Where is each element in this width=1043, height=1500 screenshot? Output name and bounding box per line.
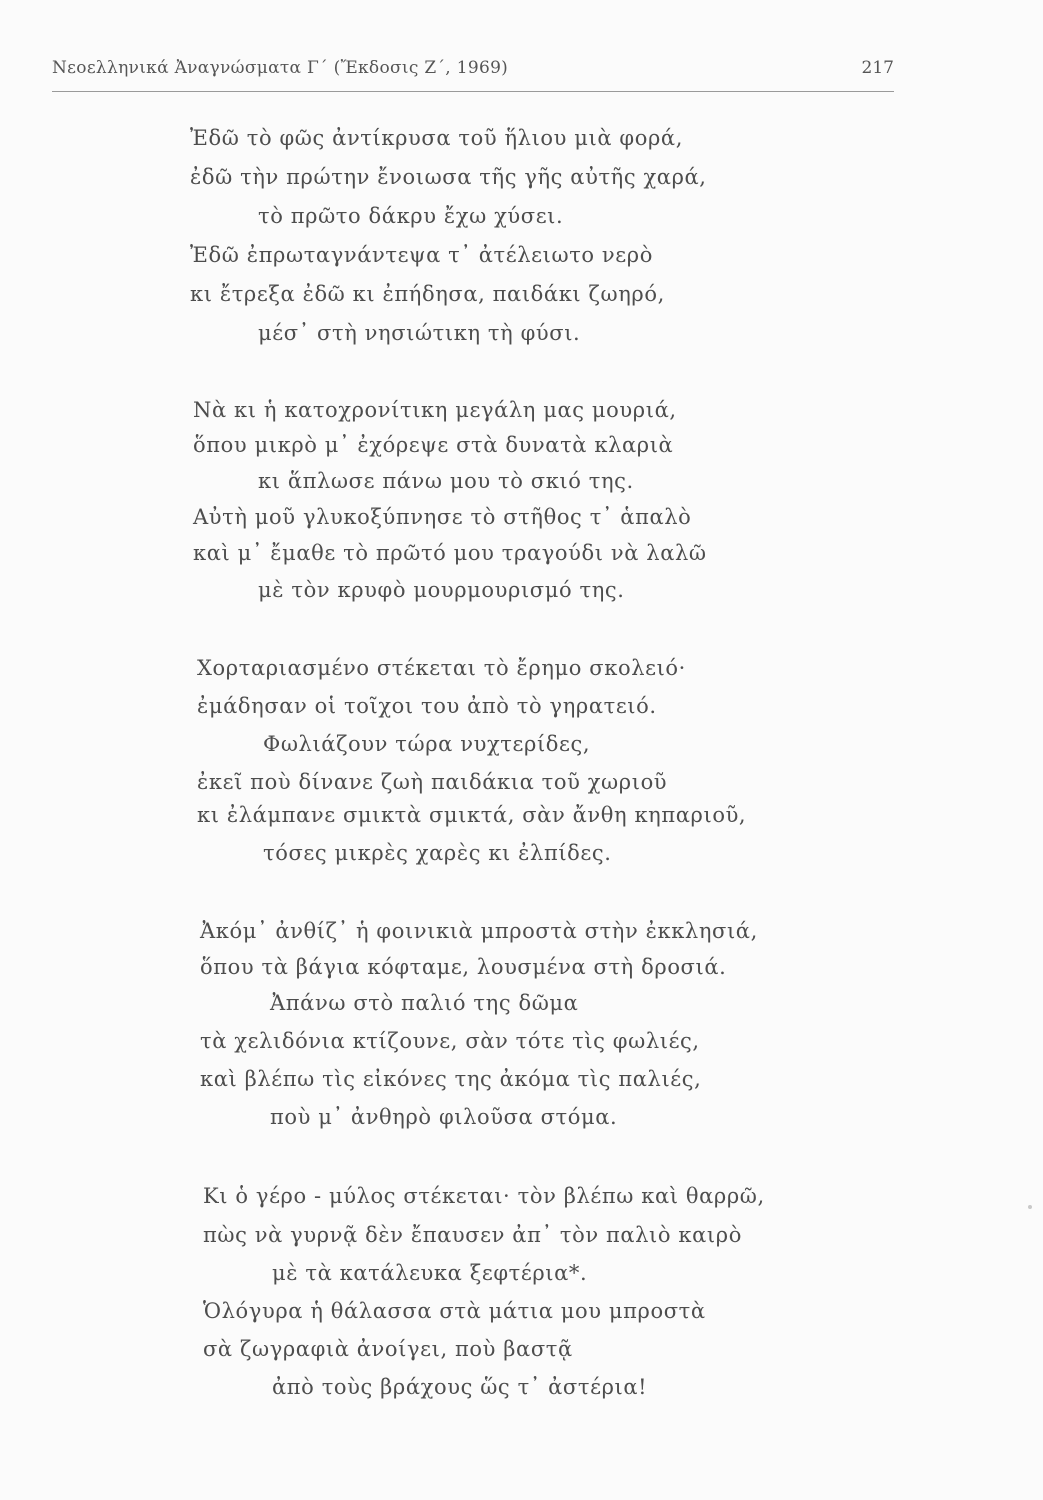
book-title: Νεοελληνικά Ἀναγνώσματα Γ΄ (Ἔκδοσις Ζ΄, 1969)	[52, 58, 509, 78]
poem-line: πὼς νὰ γυρνᾷ δὲν ἔπαυσεν ἀπ᾽ τὸν παλιὸ καιρὸ	[203, 1223, 742, 1247]
poem-line: κι ἅπλωσε πάνω μου τὸ σκιό της.	[258, 469, 634, 493]
poem-line: καὶ μ᾽ ἔμαθε τὸ πρῶτό μου τραγούδι νὰ λαλῶ	[193, 541, 707, 565]
poem-line: ὅπου μικρὸ μ᾽ ἐχόρεψε στὰ δυνατὰ κλαριὰ	[193, 433, 674, 457]
poem-line: τὰ χελιδόνια κτίζουνε, σὰν τότε τὶς φωλιές,	[200, 1029, 700, 1053]
poem-line: Ἀπάνω στὸ παλιό της δῶμα	[270, 991, 579, 1015]
poem-line: ἐδῶ τὴν πρώτην ἔνοιωσα τῆς γῆς αὐτῆς χαρά,	[190, 165, 707, 189]
header-rule	[52, 91, 894, 92]
poem-line: Χορταριασμένο στέκεται τὸ ἔρημο σκολειό·	[197, 656, 686, 680]
poem-line: μέσ᾽ στὴ νησιώτικη τὴ φύσι.	[258, 321, 581, 345]
poem-line: Αὐτὴ μοῦ γλυκοξύπνησε τὸ στῆθος τ᾽ ἁπαλὸ	[193, 505, 692, 529]
poem-line: ἐμάδησαν οἱ τοῖχοι του ἀπὸ τὸ γηρατειό.	[197, 694, 657, 718]
poem-line: τὸ πρῶτο δάκρυ ἔχω χύσει.	[258, 204, 564, 228]
running-header	[52, 58, 894, 88]
poem-line: ὅπου τὰ βάγια κόφταμε, λουσμένα στὴ δροσιά.	[200, 955, 727, 979]
poem-line: Κι ὁ γέρο - μύλος στέκεται· τὸν βλέπω καὶ θαρρῶ,	[203, 1184, 765, 1208]
poem-line: ἐκεῖ ποὺ δίνανε ζωὴ παιδάκια τοῦ χωριοῦ	[197, 770, 668, 794]
poem-line: τόσες μικρὲς χαρὲς κι ἐλπίδες.	[263, 841, 612, 865]
paper-speck	[1028, 1205, 1032, 1209]
poem-line: σὰ ζωγραφιὰ ἀνοίγει, ποὺ βαστᾷ	[203, 1337, 573, 1361]
poem-line: μὲ τὰ κατάλευκα ξεφτέρια*.	[272, 1261, 588, 1285]
poem-line: Φωλιάζουν τώρα νυχτερίδες,	[263, 732, 591, 756]
poem-line: Ἐδῶ ἐπρωταγνάντεψα τ᾽ ἀτέλειωτο νερὸ	[190, 243, 653, 267]
poem-line: μὲ τὸν κρυφὸ μουρμουρισμό της.	[258, 578, 625, 602]
poem-line: Ἀκόμ᾽ ἀνθίζ᾽ ἡ φοινικιὰ μπροστὰ στὴν ἐκκλησιά,	[200, 919, 758, 943]
poem-line: καὶ βλέπω τὶς εἰκόνες της ἀκόμα τὶς παλιές,	[200, 1067, 702, 1091]
poem-line: κι ἐλάμπανε σμικτὰ σμικτά, σὰν ἄνθη κηπαριοῦ,	[197, 803, 747, 827]
poem-line: ποὺ μ᾽ ἀνθηρὸ φιλοῦσα στόμα.	[270, 1105, 618, 1129]
poem-line: Νὰ κι ἡ κατοχρονίτικη μεγάλη μας μουριά,	[193, 398, 677, 422]
page-number: 217	[861, 58, 894, 78]
poem-line: Ἐδῶ τὸ φῶς ἀντίκρυσα τοῦ ἥλιου μιὰ φορά,	[190, 126, 683, 150]
poem-line: Ὁλόγυρα ἡ θάλασσα στὰ μάτια μου μπροστὰ	[203, 1299, 706, 1323]
poem-line: κι ἔτρεξα ἐδῶ κι ἐπήδησα, παιδάκι ζωηρό,	[190, 282, 665, 306]
poem-line: ἀπὸ τοὺς βράχους ὥς τ᾽ ἀστέρια!	[272, 1375, 648, 1399]
